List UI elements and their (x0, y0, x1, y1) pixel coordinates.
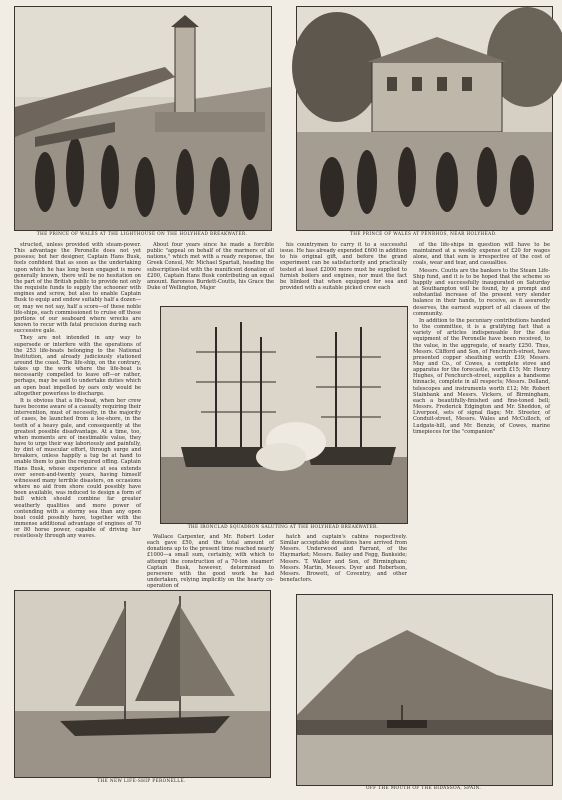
engraving-ironclad-squadron (160, 306, 408, 524)
text-column-2-bottom (147, 534, 274, 590)
paragraph: hatch and captain's cabins respectively. Similar acceptable donations have arrived from Messrs. Underwood and Farrant, of the Haymarket; Messrs. Bailey and Fegg, Bankside; Messrs. T. Walker and Son, of Birmingham; Messrs. Martin, Messrs. Dyer and Robertson, Messrs. Browett, of Coventry, and other benefactors. (280, 534, 407, 584)
text-column-4 (413, 242, 550, 572)
caption-lighthouse: THE PRINCE OF WALES AT THE LIGHTHOUSE ON THE HOLYHEAD BREAKWATER. (36, 232, 248, 237)
paragraph: They are not intended in any way to supersede or interfere with the operations of the 253 life-boats belonging to the National Institution, and already judiciously stationed around the coast. The life-ship, on the contrary, takes up the work where the life-boat is necessarily compelled to leave off—or rather, perhaps, may be said to undertake duties which an open boat impelled by oars only would be altogether powerless to discharge. (14, 335, 141, 397)
paragraph: of the life-ships in question will have to be maintained at a weekly expense of £20 for wages alone, and that sum is irrespective of the cost of coals, wear and tear, and casualties. (413, 242, 550, 267)
caption-life-ship: THE NEW LIFE-SHIP PERONELLE. (97, 779, 186, 784)
text-column-1 (14, 242, 141, 572)
engraving-bidassoa (296, 594, 553, 786)
paragraph: About four years since he made a forcible public "appeal on behalf of the mariners of all nations," which met with a ready response, the Greek Consul, Mr. Michael Spartali, heading the subscription-list with the munificent donation of £200, Captain Hans Busk contributing an equal amount. Baroness Burdett-Coutts, his Grace the Duke of Wellington, Major (147, 242, 274, 292)
paragraph: his countrymen to carry it to a successful issue. He has already expended £600 in addition to his original gift, and before the grand experiment can be satisfactorily and practically tested at least £2000 more must be supplied to furnish boilers and engines, nor must the fact be blinked that when equipped for sea and provided with a suitable picked crew each (280, 242, 408, 292)
caption-bidassoa: OFF THE MOUTH OF THE BIDASSOA, SPAIN. (365, 786, 482, 791)
text-column-2-top (147, 242, 274, 302)
caption-ironclad-squadron: THE IRONCLAD SQUADRON SALUTING AT THE HOLYHEAD BREAKWATER. (187, 525, 379, 530)
text-column-3-bottom (280, 534, 407, 584)
engraving-life-ship (14, 590, 271, 778)
caption-penrhos: THE PRINCE OF WALES AT PENRHOS, NEAR HOLYHEAD. (350, 232, 497, 237)
paragraph: In addition to the pecuniary contributions handed to the committee, it is a gratifying fact that a variety of articles indispensable for the due equipment of the Peronelle have been received, to the value, in the aggregate, of nearly £250. Thus, Messrs. Clifford and Son, of Fenchurch-street, have presented copper sheathing worth £39; Messrs. May and Co., of Cowes, a complete stove and apparatus for the forecastle, worth £15; Mr. Henry Hughes, of Fenchurch-street, supplies a handsome binnacle, complete in all respects; Messrs. Dolland, telescopes and instruments worth £12; Mr. Robert Stainbank and Messrs. Vickers, of Birmingham, each a beautifully-finished and fine-toned bell; Messrs. Frederick Edgington and Mr. Sheddon, of Liverpool, sets of signal flags; Mr. Streeter, of Conduit-street, Messrs. Wales and McCulloch, of Ludgate-hill, and Mr. Benzie, of Cowes, marine timepieces for the "companion" (413, 317, 550, 435)
paragraph: Wallace Carpenter, and Mr. Robert Loder each gave £50, and the total amount of donations up to the present time reached nearly £1000—a small sum, certainly, with which to attempt the construction of a 70-ton steamer! Captain Busk, however, determined to persevere with the good work he had undertaken, relying implicitly on the hearty co-operation of (147, 534, 274, 590)
paragraph: structed, unless provided with steam-power. This advantage the Peronelle does not yet possess; but her designer, Captain Hans Busk, feels confident that as soon as the undertaking upon which he has long been engaged is more generally known, there will be no hesitation on the part of the British public to provide not only the requisite funds to supply the schooner with engines and screw, but also to enable Captain Busk to equip and endow suitably half a dozen—or, may we not say, half a score—of these noble life-ships, each commissioned to cruise off those portions of our seaboard where wrecks are known to recur with fatal precision during each successive gale. (14, 242, 141, 335)
text-column-3-top (280, 242, 407, 302)
paragraph: Messrs. Coutts are the bankers to the Steam Life-Ship fund, and it is to be hoped that the scheme so happily and successfully inaugurated on Saturday at Southampton will be found, by a prompt and substantial increase of the present very slender balance in their hands, to receive, as it assuredly deserves, the earnest support of all classes of the community. (413, 267, 550, 317)
engraving-lighthouse (14, 6, 272, 231)
paragraph: It is obvious that a life-boat, when her crew have become aware of a casualty requiring their intervention, must of necessity, in the majority of cases, be launched from a lee-shore, in the teeth of a heavy gale, and consequently at the greatest possible disadvantage. At a time, too, when moments are of inestimable value, they have to urge their way laboriously and painfully, by dint of muscular effort, through surge and breakers, unless happily a tug be at hand to enable them to gain the required offing. Captain Hans Busk, whose experience at sea extends over seven-and-twenty years, having himself witnessed many terrible disasters, on occasions where no aid from shore could possibly have been available, was induced to design a form of hull which should combine far greater weatherly qualities and more power of contending with a stormy sea than any open boat could possibly have, together with the immense additional advantage of engines of 70 or 80 horse power, capable of driving her resistlessly through any waves. (14, 397, 141, 540)
engraving-penrhos (296, 6, 553, 231)
